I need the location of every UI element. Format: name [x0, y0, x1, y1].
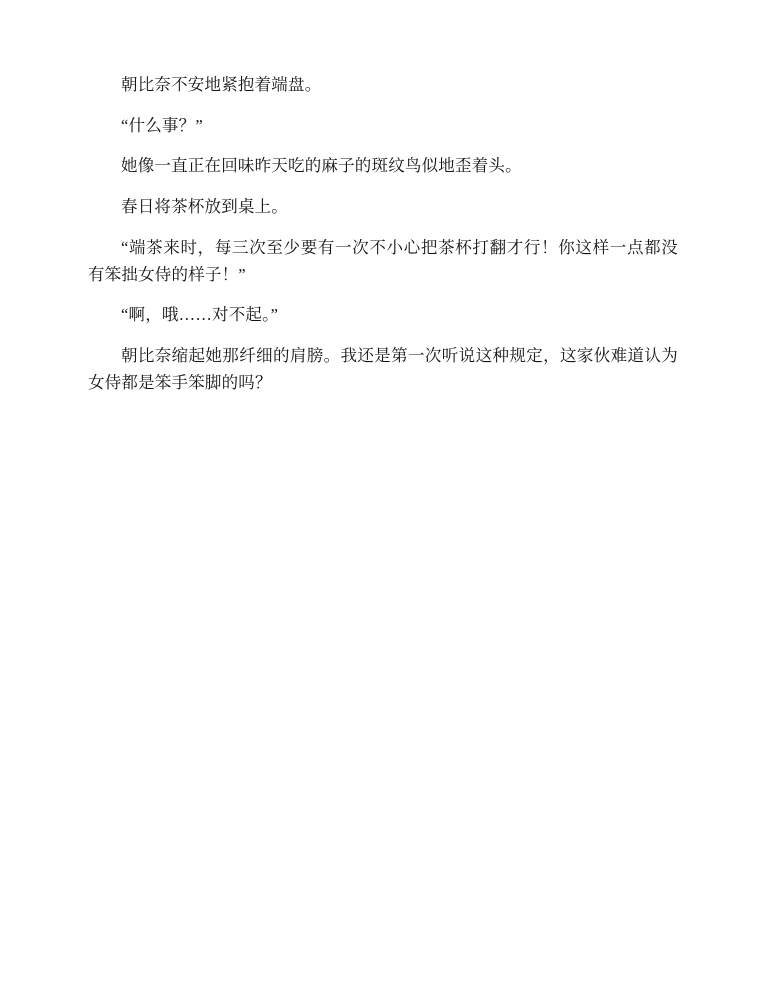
paragraph: 朝比奈不安地紧抱着端盘。 [121, 75, 322, 94]
paragraph: 春日将茶杯放到桌上。 [121, 197, 288, 217]
paragraph: “什么事？” [121, 115, 203, 135]
body-text-block [88, 72, 678, 396]
paragraph: 她像一直正在回味昨天吃的麻子的斑纹鸟似地歪着头。 [121, 156, 522, 176]
paragraph: “端茶来时，每三次至少要有一次不小心把茶杯打翻才行！你这样一点都没有笨拙女侍的样子！” [88, 237, 678, 284]
paragraph: “啊，哦……对不起。” [121, 305, 279, 325]
paragraph: 朝比奈缩起她那纤细的肩膀。我还是第一次听说这种规定，这家伙难道认为女侍都是笨手笨脚的吗？ [88, 346, 678, 392]
